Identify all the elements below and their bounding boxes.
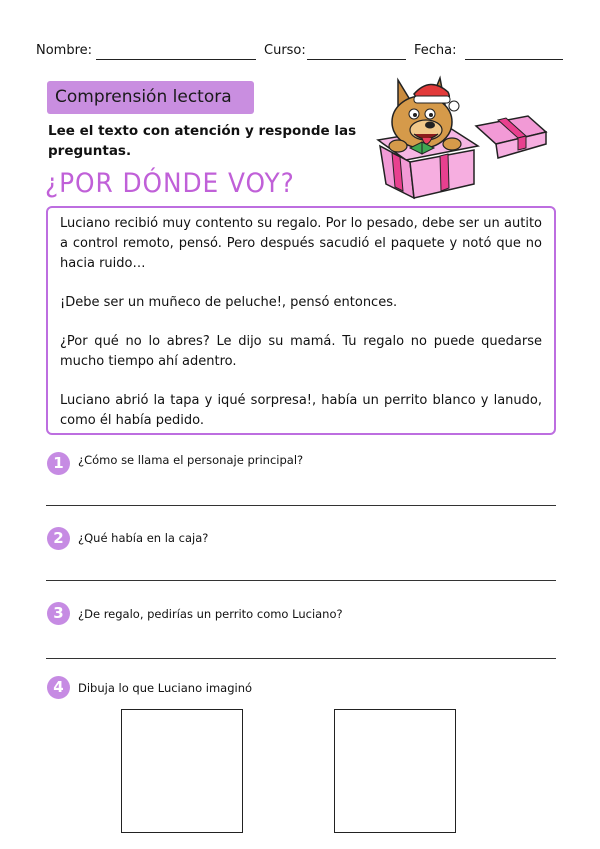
dog-gift-illustration <box>370 70 550 200</box>
question-number-4: 4 <box>47 676 70 699</box>
question-number-3: 3 <box>47 602 70 625</box>
question-text-1: ¿Cómo se llama el personaje principal? <box>78 453 304 467</box>
course-label: Curso: <box>264 43 306 58</box>
worksheet-title: Comprensión lectora <box>47 81 254 114</box>
drawing-box-left[interactable] <box>121 709 243 833</box>
reading-passage <box>46 206 556 435</box>
question-number-2: 2 <box>47 527 70 550</box>
name-field[interactable] <box>96 59 256 60</box>
question-text-4: Dibuja lo que Luciano imaginó <box>78 681 253 695</box>
reading-paragraph: ¿Por qué no lo abres? Le dijo su mamá. Tu regalo no puede quedarse mucho tiempo ahí adentro. <box>60 334 542 369</box>
date-label: Fecha: <box>414 43 457 58</box>
answer-line-1[interactable] <box>46 505 556 506</box>
reading-paragraph: ¡Debe ser un muñeco de peluche!, pensó entonces. <box>60 295 398 310</box>
name-label: Nombre: <box>36 43 93 58</box>
date-field[interactable] <box>465 59 563 60</box>
course-field[interactable] <box>307 59 406 60</box>
drawing-box-right[interactable] <box>334 709 456 833</box>
question-text-2: ¿Qué había en la caja? <box>78 531 209 545</box>
question-number-1: 1 <box>47 452 70 475</box>
reading-paragraph: Luciano abrió la tapa y iqué sorpresa!, había un perrito blanco y lanudo, como él había pedido. <box>60 393 542 428</box>
instructions-text: Lee el texto con atención y responde las preguntas. <box>48 123 357 159</box>
answer-line-2[interactable] <box>46 580 556 581</box>
question-text-3: ¿De regalo, pedirías un perrito como Luciano? <box>78 607 343 621</box>
reading-paragraph: Luciano recibió muy contento su regalo. Por lo pesado, debe ser un autito a control remoto, pensó. Pero después sacudió el paquete y notó que no hacia ruido… <box>60 216 542 271</box>
section-heading: ¿POR DÓNDE VOY? <box>45 168 295 199</box>
answer-line-3[interactable] <box>46 658 556 659</box>
